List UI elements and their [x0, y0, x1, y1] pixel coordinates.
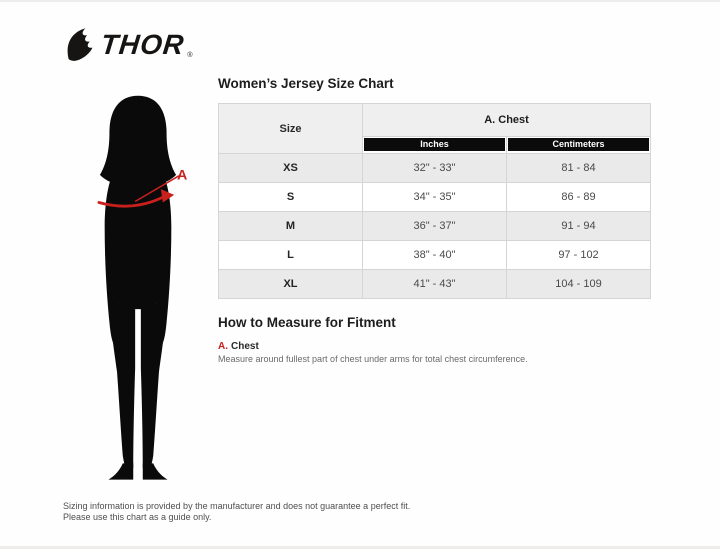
thor-head-icon: [66, 27, 96, 63]
brand-logo: [66, 27, 193, 63]
disclaimer: [63, 501, 410, 523]
size-cell: L: [219, 241, 363, 270]
measure-key: A.: [218, 341, 228, 352]
table-row-l: [219, 241, 651, 270]
inches-header-cell: [363, 137, 507, 154]
measure-heading: How to Measure for Fitment: [218, 315, 396, 330]
size-cell: XL: [219, 270, 363, 299]
measure-label-text: Chest: [231, 341, 259, 352]
female-silhouette-figure: [63, 92, 213, 492]
table-row-xl: [219, 270, 651, 299]
inches-cell: 36" - 37": [363, 212, 507, 241]
silhouette-left-leg: [109, 298, 135, 468]
size-cell: S: [219, 183, 363, 212]
size-column-header: Size: [219, 104, 363, 154]
disclaimer-line-2: Please use this chart as a guide only.: [63, 512, 212, 522]
centimeters-cell: 81 - 84: [507, 154, 651, 183]
annotation-label-a: A: [177, 167, 188, 184]
brand-logo-text: THOR: [99, 29, 187, 60]
centimeters-cell: 86 - 89: [507, 183, 651, 212]
inches-cell: 41" - 43": [363, 270, 507, 299]
chest-group-header: A. Chest: [363, 104, 651, 137]
top-border: [0, 0, 720, 2]
inches-header: Inches: [364, 138, 505, 151]
table-row-xs: [219, 154, 651, 183]
silhouette-right-foot: [143, 463, 168, 479]
silhouette-head: [123, 103, 153, 143]
brand-trademark: ®: [187, 52, 193, 59]
measure-description: Measure around fullest part of chest under arms for total chest circumference.: [218, 354, 528, 364]
inches-cell: 32" - 33": [363, 154, 507, 183]
table-body: [219, 154, 651, 299]
table-row-m: [219, 212, 651, 241]
size-cell: M: [219, 212, 363, 241]
centimeters-cell: 97 - 102: [507, 241, 651, 270]
centimeters-cell: 91 - 94: [507, 212, 651, 241]
centimeters-cell: 104 - 109: [507, 270, 651, 299]
page-title: Women’s Jersey Size Chart: [218, 76, 394, 91]
centimeters-header-cell: [507, 137, 651, 154]
size-chart-table: [218, 103, 651, 299]
size-cell: XS: [219, 154, 363, 183]
inches-cell: 34" - 35": [363, 183, 507, 212]
table-header: [219, 104, 651, 154]
silhouette-right-leg: [141, 298, 167, 468]
table-row-s: [219, 183, 651, 212]
disclaimer-line-1: Sizing information is provided by the manufacturer and does not guarantee a perfect fit.: [63, 501, 411, 511]
silhouette-body-group: [100, 96, 176, 480]
silhouette-left-foot: [108, 463, 133, 479]
inches-cell: 38" - 40": [363, 241, 507, 270]
measure-item: [218, 341, 658, 364]
measure-label: [218, 341, 658, 352]
centimeters-header: Centimeters: [508, 138, 649, 151]
